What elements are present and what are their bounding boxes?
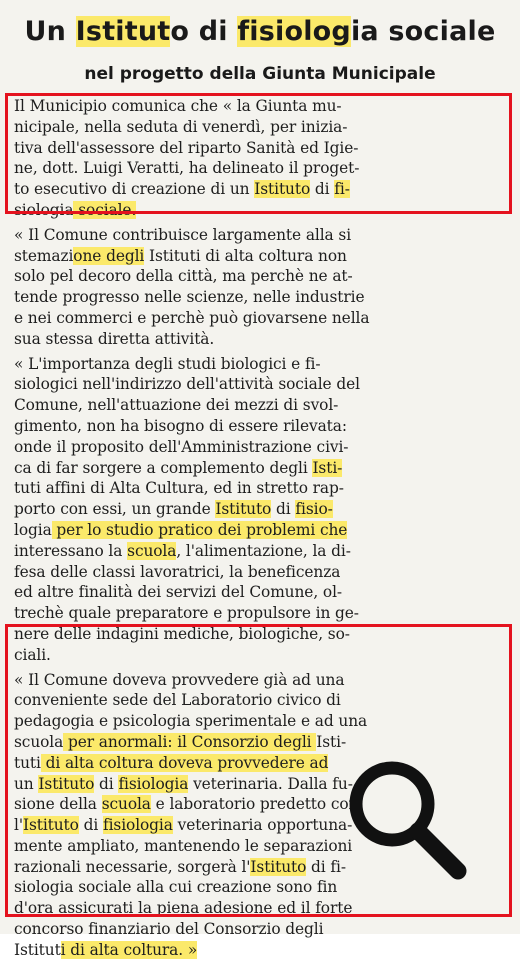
text-line: [14, 374, 506, 395]
highlighted-term: one degli: [73, 246, 145, 265]
text-line: [14, 138, 506, 159]
text-line: [14, 499, 506, 520]
highlighted-term: sociale.: [73, 200, 137, 219]
text-segment: nicipale, nella seduta di venerdì, per inizia-: [14, 117, 348, 136]
text-segment: logia: [14, 520, 52, 539]
text-line: [14, 458, 506, 479]
text-segment: Il Municipio comunica che « la Giunta mu-: [14, 97, 342, 115]
text-segment: , l'alimentazione, la di-: [176, 541, 351, 560]
text-line: [14, 96, 506, 117]
text-segment: ne, dott. Luigi Veratti, ha delineato il proget-: [14, 159, 360, 178]
text-segment: scuola: [14, 732, 64, 751]
text-segment: « L'importanza degli studi biologici e fi-: [14, 354, 321, 373]
highlighted-term: fisio-: [295, 500, 333, 519]
paragraph: [14, 225, 506, 350]
text-segment: siologici nell'indirizzo dell'attività sociale del: [14, 375, 360, 394]
text-segment: Istituti di alta coltura non: [144, 246, 347, 265]
subheadline: nel progetto della Giunta Municipale: [84, 64, 436, 84]
text-segment: sione della: [14, 795, 102, 814]
highlighted-term: per anormali: il Consorzio degli: [63, 732, 317, 751]
text-segment: di: [94, 774, 119, 793]
text-line: [14, 329, 506, 350]
highlighted-term: Istituto: [254, 180, 311, 199]
text-line: [14, 541, 506, 562]
text-line: [14, 562, 506, 583]
text-line: [14, 416, 506, 437]
text-segment: l': [14, 816, 23, 835]
text-line: [14, 354, 506, 375]
text-segment: e laboratorio predetto con: [150, 795, 359, 814]
highlighted-term: Istituto: [250, 857, 307, 876]
text-segment: veterinaria. Dalla fu-: [188, 774, 353, 793]
text-segment: siologia sociale alla cui creazione sono fin: [14, 878, 338, 897]
text-segment: « Il Comune doveva provvedere già ad una: [14, 670, 345, 689]
text-line: [14, 670, 506, 691]
highlighted-term: di alta coltura doveva provvedere ad: [40, 753, 329, 772]
text-line: [14, 437, 506, 458]
text-segment: to esecutivo di creazione di un: [14, 180, 255, 199]
text-line: [14, 690, 506, 711]
text-segment: ca di far sorgere a complemento degli: [14, 458, 313, 477]
text-segment: tiva dell'assessore del riparto Sanità ed Igie-: [14, 138, 359, 157]
text-segment: porto con essi, un grande: [14, 500, 216, 519]
text-segment: « Il Comune contribuisce largamente alla si: [14, 225, 352, 244]
text-segment: interessano la: [14, 541, 128, 560]
highlighted-term: fi-: [334, 180, 350, 199]
text-segment: mente ampliato, mantenendo le separazioni: [14, 836, 353, 855]
text-segment: stemazi: [14, 246, 74, 265]
text-segment: tuti affini di Alta Cultura, ed in stretto rap-: [14, 479, 344, 498]
text-segment: pedagogia e psicologia sperimentale e ad una: [14, 712, 368, 731]
text-segment: di: [78, 816, 103, 835]
headline-part: Un: [24, 16, 76, 47]
text-segment: sua stessa diretta attività.: [14, 329, 215, 348]
headline-highlight: fisiolog: [237, 16, 351, 47]
highlighted-term: per lo studio pratico dei problemi che: [51, 520, 348, 539]
text-line: [14, 645, 506, 666]
text-segment: Istitut: [14, 940, 61, 959]
text-line: [14, 179, 506, 200]
highlighted-term: Istituto: [22, 816, 79, 835]
text-line: [14, 225, 506, 246]
highlighted-term: fisiologia: [118, 774, 189, 793]
text-segment: Comune, nell'attuazione dei mezzi di svol-: [14, 396, 339, 415]
text-segment: razionali necessarie, sorgerà l': [14, 857, 251, 876]
text-line: [14, 919, 506, 940]
text-segment: ciali.: [14, 645, 51, 664]
text-line: [14, 395, 506, 416]
highlighted-term: Isti-: [312, 458, 343, 477]
text-line: [14, 603, 506, 624]
text-segment: trechè quale preparatore e propulsore in ge-: [14, 604, 359, 623]
text-segment: tende progresso nelle scienze, nelle industrie: [14, 288, 365, 307]
highlighted-term: Istituto: [38, 774, 95, 793]
text-line: [14, 266, 506, 287]
text-line: [14, 898, 506, 919]
headline-part: o di: [170, 16, 238, 47]
text-line: [14, 478, 506, 499]
text-segment: veterinaria opportuna-: [172, 816, 353, 835]
text-segment: concorso finanziario del Consorzio degli: [14, 920, 324, 939]
text-line: [14, 287, 506, 308]
text-segment: di: [271, 500, 296, 519]
text-line: [14, 624, 506, 645]
text-segment: d'ora assicurati la piena adesione ed il forte: [14, 899, 353, 918]
text-segment: siologia: [14, 200, 74, 219]
text-segment: di: [310, 180, 335, 199]
text-line: [14, 200, 506, 221]
text-line: [14, 308, 506, 329]
headline: [0, 16, 520, 47]
text-line: [14, 940, 506, 961]
text-line: [14, 520, 506, 541]
text-segment: conveniente sede del Laboratorio civico di: [14, 691, 341, 710]
text-segment: gimento, non ha bisogno di essere rilevata:: [14, 416, 347, 435]
text-segment: Isti-: [316, 732, 347, 751]
text-segment: di fi-: [306, 857, 346, 876]
text-segment: un: [14, 774, 39, 793]
text-line: [14, 117, 506, 138]
text-segment: e nei commerci e perchè può giovarsene nella: [14, 308, 370, 327]
paragraph: [14, 354, 506, 666]
text-line: [14, 582, 506, 603]
text-line: [14, 158, 506, 179]
highlighted-term: Istituto: [215, 500, 272, 519]
text-line: [14, 711, 506, 732]
text-segment: tuti: [14, 753, 41, 772]
text-segment: solo pel decoro della città, ma perchè ne at-: [14, 267, 353, 286]
highlighted-term: fisiologia: [102, 816, 173, 835]
magnifier-icon[interactable]: [336, 748, 476, 888]
headline-part: ia sociale: [350, 16, 496, 47]
paragraph: [14, 96, 506, 221]
text-segment: onde il proposito dell'Amministrazione civi-: [14, 437, 349, 456]
text-segment: ed altre finalità dei servizi del Comune, ol-: [14, 583, 342, 602]
text-line: [14, 246, 506, 267]
highlighted-term: scuola: [127, 541, 177, 560]
highlighted-term: scuola: [101, 795, 151, 814]
highlighted-term: i di alta coltura. »: [60, 940, 198, 959]
headline-highlight: Istitut: [75, 16, 171, 47]
text-segment: fesa delle classi lavoratrici, la beneficenza: [14, 562, 341, 581]
text-segment: nere delle indagini mediche, biologiche, so-: [14, 624, 350, 643]
